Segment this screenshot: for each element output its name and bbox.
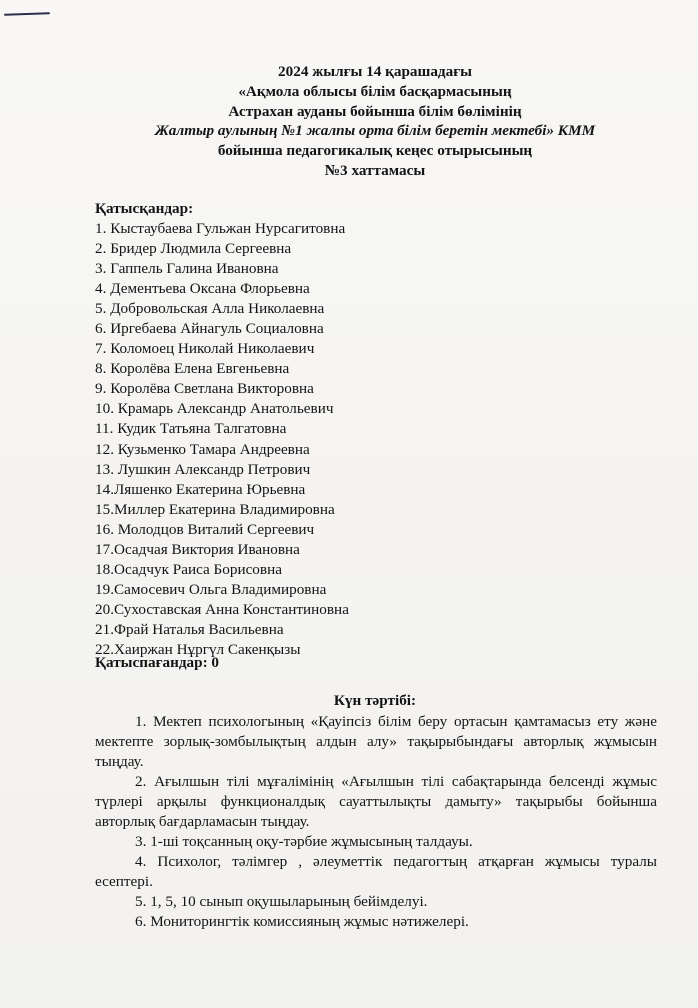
agenda-item: 1. Мектеп психологының «Қауіпсіз білім беру ортасын қамтамасыз ету және мектепте зорлық-зомбылықтың алдын алу» тақырыбындағы авторлық жұмысын тыңдау. — [95, 713, 657, 770]
attendee-item: 19.Самосевич Ольга Владимировна — [95, 580, 327, 598]
attendee-item: 14.Ляшенко Екатерина Юрьевна — [95, 480, 306, 498]
attendee-item: 20.Сухоставская Анна Константиновна — [95, 600, 349, 618]
absent-count: Қатыспағандар: 0 — [95, 654, 220, 671]
attendee-item: 9. Королёва Светлана Викторовна — [95, 380, 314, 398]
header-org-line-2: Астрахан ауданы бойынша білім бөлімінің — [228, 102, 522, 120]
agenda-item: 2. Ағылшын тілі мұғалімінің «Ағылшын тілі сабақтарында белсенді жұмыс түрлері арқылы функционалдық сауаттылықты дамыту» тақырыбы бойынша авторлық бағдарламасын тыңдау. — [95, 773, 657, 830]
attendee-item: 11. Кудик Татьяна Талгатовна — [95, 420, 287, 438]
agenda-list — [95, 712, 657, 932]
attendee-item: 1. Кыстаубаева Гульжан Нурсагитовна — [95, 220, 346, 237]
header-council-line: бойынша педагогикалық кеңес отырысының — [217, 142, 533, 160]
attendee-item: 21.Фрай Наталья Васильевна — [95, 620, 284, 638]
attendee-item: 13. Лушкин Александр Петрович — [95, 460, 311, 478]
agenda-item: 3. 1-ші тоқсанның оқу-тәрбие жұмысының талдауы. — [135, 833, 473, 850]
header-org-line-1: «Ақмола облысы білім басқармасының — [238, 82, 512, 100]
attendee-item: 3. Гаппель Галина Ивановна — [95, 260, 279, 278]
header-protocol-number: №3 хаттамасы — [324, 161, 426, 179]
attendee-item: 15.Миллер Екатерина Владимировна — [95, 500, 335, 518]
agenda-item: 5. 1, 5, 10 сынып оқушыларының бейімделуі. — [135, 893, 428, 910]
attendee-item: 8. Королёва Елена Евгеньевна — [95, 360, 290, 378]
attendee-item: 4. Дементьева Оксана Флорьевна — [95, 280, 310, 298]
attendee-item: 17.Осадчая Виктория Ивановна — [95, 540, 300, 558]
attendee-item: 22.Хаиржан Нұргүл Сакенқызы — [95, 640, 301, 658]
header-org-line-3: Жалтыр аулының №1 жалпы орта білім беретін мектебі» КММ — [154, 122, 596, 140]
agenda-item: 6. Мониторингтік комиссияның жұмыс нәтижелері. — [135, 913, 469, 930]
attendees-list — [95, 219, 349, 660]
attendee-item: 5. Добровольская Алла Николаевна — [95, 300, 325, 318]
attendee-item: 16. Молодцов Виталий Сергеевич — [95, 520, 315, 538]
attendee-item: 6. Иргебаева Айнагуль Социаловна — [95, 320, 324, 338]
attendee-item: 2. Бридер Людмила Сергеевна — [95, 240, 292, 258]
attendee-item: 18.Осадчук Раиса Борисовна — [95, 560, 282, 578]
attendee-item: 12. Кузьменко Тамара Андреевна — [95, 440, 310, 458]
attendees-heading: Қатысқандар: — [95, 200, 194, 217]
header-date: 2024 жылғы 14 қарашадағы — [278, 63, 472, 80]
attendee-item: 7. Коломоец Николай Николаевич — [95, 340, 315, 358]
agenda-item: 4. Психолог, тәлімгер , әлеуметтік педагогтың атқарған жұмысы туралы есептері. — [95, 853, 657, 890]
attendee-item: 10. Крамарь Александр Анатольевич — [95, 400, 334, 418]
pen-mark — [4, 12, 50, 16]
protocol-header — [95, 62, 655, 181]
agenda-heading: Күн тәртібі: — [333, 692, 417, 709]
